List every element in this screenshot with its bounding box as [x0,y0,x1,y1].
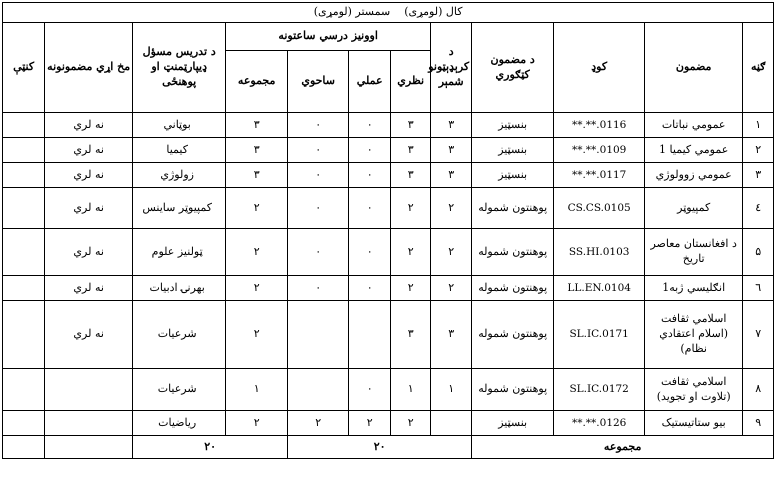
row-theory: ۳ [391,113,431,138]
row-prerequisite: نه لري [45,138,133,163]
row-department: شرعیات [133,301,226,369]
row-total: ۳ [226,113,288,138]
curriculum-table-wrapper [2,2,774,459]
header-prerequisites: مخ اړي مضمونونه [45,23,133,113]
row-field: ۰ [288,113,349,138]
row-theory: ۱ [391,369,431,411]
row-notes [3,163,45,188]
row-practical [349,301,391,369]
row-prerequisite: نه لري [45,113,133,138]
row-department: کیمیا [133,138,226,163]
row-code: SS.HI.0103 [554,229,645,276]
title-year: کال (لومړی) [404,5,463,19]
row-total: ۲ [226,301,288,369]
row-notes [3,411,45,436]
row-no: ۵ [743,229,774,276]
table-row [3,138,774,163]
row-category: پوهنتون شموله [472,276,554,301]
row-category: بنسټیز [472,411,554,436]
table-title [3,3,774,23]
row-no: ۸ [743,369,774,411]
row-code: CS.CS.0105 [554,188,645,229]
row-field: ۰ [288,138,349,163]
row-notes [3,138,45,163]
row-department: شرعیات [133,369,226,411]
row-notes [3,301,45,369]
row-subject: عمومي زوولوژي [645,163,743,188]
table-row [3,229,774,276]
row-department: ریاضیات [133,411,226,436]
row-field: ۲ [288,411,349,436]
row-no: ۹ [743,411,774,436]
row-total: ۲ [226,188,288,229]
row-practical: ۲ [349,411,391,436]
header-department: د تدریس مسؤل ډيپارټمنټ او پوهنځی [133,23,226,113]
row-subject: عمومي نباتات [645,113,743,138]
row-theory: ۲ [391,411,431,436]
row-subject: انګلیسي ژبه1 [645,276,743,301]
header-subject: مضمون [645,23,743,113]
row-department: زولوژي [133,163,226,188]
header-no: ګڼه [743,23,774,113]
row-field: ۰ [288,188,349,229]
table-row [3,301,774,369]
row-theory: ۳ [391,163,431,188]
row-prerequisite: نه لري [45,188,133,229]
row-credit: ۱ [431,369,472,411]
table-row [3,113,774,138]
row-category: بنسټیز [472,113,554,138]
row-practical: ۰ [349,138,391,163]
row-prerequisite [45,369,133,411]
row-practical: ۰ [349,276,391,301]
row-total: ۱ [226,369,288,411]
row-prerequisite [45,411,133,436]
row-field [288,301,349,369]
row-prerequisite: نه لري [45,276,133,301]
header-practical: عملي [349,51,391,113]
row-code: **.**.0117 [554,163,645,188]
row-category: پوهنتون شموله [472,369,554,411]
row-no: ۲ [743,138,774,163]
row-credit: ۳ [431,301,472,369]
row-department: ټولنیز علوم [133,229,226,276]
row-credit: ۳ [431,163,472,188]
header-field: ساحوي [288,51,349,113]
title-semester: سمستر (لومړی) [313,5,391,19]
row-total: ۲ [226,276,288,301]
row-prerequisite: نه لري [45,163,133,188]
row-no: ۷ [743,301,774,369]
row-credit: ۲ [431,276,472,301]
row-practical: ۰ [349,229,391,276]
totals-label: مجموعه [472,436,774,459]
row-practical: ۰ [349,113,391,138]
row-theory: ۲ [391,188,431,229]
row-notes [3,113,45,138]
row-category: بنسټیز [472,163,554,188]
header-credit: د کرېډېټونو شمېر [431,23,472,113]
row-code: LL.EN.0104 [554,276,645,301]
totals-empty [45,436,133,459]
table-row [3,276,774,301]
row-no: ۱ [743,113,774,138]
row-total: ۲ [226,411,288,436]
row-prerequisite: نه لري [45,301,133,369]
header-weekly-hours: اوونیز درسي ساعتونه [226,23,431,51]
header-code: کوډ [554,23,645,113]
row-department: بوټاني [133,113,226,138]
title-row [3,3,774,23]
header-category: د مضمون کټګوري [472,23,554,113]
table-row [3,163,774,188]
row-no: ۳ [743,163,774,188]
row-category: پوهنتون شموله [472,188,554,229]
row-subject: اسلامي ثقافت (اسلام اعتقادي نظام) [645,301,743,369]
row-notes [3,229,45,276]
row-total: ۲ [226,229,288,276]
row-field: ۰ [288,229,349,276]
row-prerequisite: نه لري [45,229,133,276]
header-row-1 [3,23,774,51]
row-credit: ۲ [431,229,472,276]
totals-hours: ۲۰ [133,436,288,459]
row-theory: ۲ [391,229,431,276]
row-theory: ۲ [391,276,431,301]
row-theory: ۳ [391,301,431,369]
table-row [3,188,774,229]
row-credit: ۳ [431,113,472,138]
table-row [3,369,774,411]
row-category: پوهنتون شموله [472,229,554,276]
row-total: ۳ [226,138,288,163]
header-total: مجموعه [226,51,288,113]
row-credit: ۳ [431,138,472,163]
row-code: **.**.0109 [554,138,645,163]
row-credit: ۲ [431,188,472,229]
row-no: ٦ [743,276,774,301]
row-notes [3,276,45,301]
row-field: ۰ [288,276,349,301]
row-practical: ۰ [349,163,391,188]
row-practical: ۰ [349,369,391,411]
row-subject: عمومي کیمیا 1 [645,138,743,163]
row-notes [3,188,45,229]
row-category: پوهنتون شموله [472,301,554,369]
row-category: بنسټیز [472,138,554,163]
row-department: بهرنۍ ادبیات [133,276,226,301]
row-notes [3,369,45,411]
row-field: ۰ [288,163,349,188]
row-no: ٤ [743,188,774,229]
totals-row [3,436,774,459]
row-credit [431,411,472,436]
row-code: **.**.0126 [554,411,645,436]
row-subject: اسلامي ثقافت (تلاوت او تجوید) [645,369,743,411]
header-theory: نظري [391,51,431,113]
row-practical: ۰ [349,188,391,229]
row-code: SL.IC.0172 [554,369,645,411]
row-subject: کمپیوټر [645,188,743,229]
row-department: کمپیوټر ساینس [133,188,226,229]
table-row [3,411,774,436]
row-code: **.**.0116 [554,113,645,138]
curriculum-table [2,2,774,459]
totals-credit: ۲۰ [288,436,472,459]
totals-empty [3,436,45,459]
row-code: SL.IC.0171 [554,301,645,369]
row-subject: بیو ستاتیستیک [645,411,743,436]
row-theory: ۳ [391,138,431,163]
row-field [288,369,349,411]
row-total: ۳ [226,163,288,188]
header-notes: کنټې [3,23,45,113]
row-subject: د افغانستان معاصر تاریخ [645,229,743,276]
